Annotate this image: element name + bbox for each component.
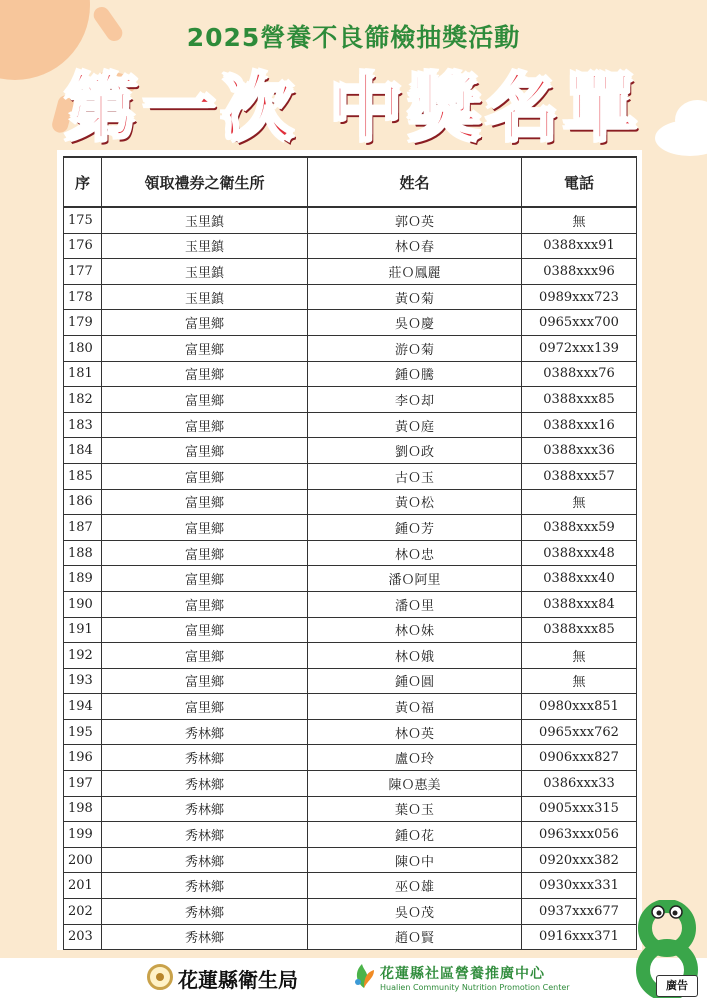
- row-name: 陳Ｏ中: [308, 847, 522, 873]
- row-name: 吳Ｏ茂: [308, 899, 522, 925]
- row-station: 玉里鎮: [102, 207, 308, 233]
- table-row: [64, 438, 637, 464]
- row-name: 葉Ｏ玉: [308, 796, 522, 822]
- row-name: 黃Ｏ菊: [308, 284, 522, 310]
- event-subtitle: 2025營養不良篩檢抽獎活動: [186, 23, 521, 52]
- row-name: 莊Ｏ鳳麗: [308, 259, 522, 285]
- row-seq: 188: [64, 540, 102, 566]
- row-seq: 195: [64, 719, 102, 745]
- table-row: [64, 233, 637, 259]
- table-row: [64, 489, 637, 515]
- table-row: [64, 899, 637, 925]
- row-station: 富里鄉: [102, 566, 308, 592]
- row-seq: 189: [64, 566, 102, 592]
- row-phone: 0388xxx40: [522, 566, 637, 592]
- table-row: [64, 412, 637, 438]
- row-phone: 0905xxx315: [522, 796, 637, 822]
- row-name: 鍾Ｏ騰: [308, 361, 522, 387]
- row-station: 富里鄉: [102, 310, 308, 336]
- row-name: 陳Ｏ惠美: [308, 771, 522, 797]
- row-station: 玉里鎮: [102, 233, 308, 259]
- row-name: 鍾Ｏ芳: [308, 515, 522, 541]
- row-phone: 0980xxx851: [522, 694, 637, 720]
- table-row: [64, 745, 637, 771]
- row-station: 富里鄉: [102, 668, 308, 694]
- row-phone: 0388xxx85: [522, 387, 637, 413]
- row-station: 富里鄉: [102, 617, 308, 643]
- row-phone: 0930xxx331: [522, 873, 637, 899]
- row-station: 秀林鄉: [102, 924, 308, 950]
- row-station: 秀林鄉: [102, 822, 308, 848]
- table-row: [64, 771, 637, 797]
- row-name: 趙Ｏ賢: [308, 924, 522, 950]
- table-row: [64, 310, 637, 336]
- row-station: 秀林鄉: [102, 847, 308, 873]
- row-phone: 0965xxx762: [522, 719, 637, 745]
- row-phone: 0972xxx139: [522, 335, 637, 361]
- table-row: [64, 822, 637, 848]
- table-row: [64, 335, 637, 361]
- table-row: [64, 694, 637, 720]
- row-station: 玉里鎮: [102, 259, 308, 285]
- row-name: 李Ｏ却: [308, 387, 522, 413]
- row-seq: 201: [64, 873, 102, 899]
- row-station: 富里鄉: [102, 489, 308, 515]
- row-station: 秀林鄉: [102, 796, 308, 822]
- row-seq: 190: [64, 591, 102, 617]
- row-name: 巫Ｏ雄: [308, 873, 522, 899]
- winner-table: [63, 156, 637, 950]
- row-station: 富里鄉: [102, 335, 308, 361]
- row-name: 盧Ｏ玲: [308, 745, 522, 771]
- row-station: 富里鄉: [102, 463, 308, 489]
- row-phone: 0388xxx59: [522, 515, 637, 541]
- row-station: 富里鄉: [102, 438, 308, 464]
- row-phone: 0920xxx382: [522, 847, 637, 873]
- table-row: [64, 924, 637, 950]
- page-title: 第一次 中獎名單: [64, 66, 643, 150]
- leaf-logo-icon: [352, 962, 376, 990]
- row-name: 潘Ｏ里: [308, 591, 522, 617]
- row-seq: 203: [64, 924, 102, 950]
- row-name: 古Ｏ玉: [308, 463, 522, 489]
- table-row: [64, 515, 637, 541]
- row-name: 林Ｏ英: [308, 719, 522, 745]
- row-phone: 0963xxx056: [522, 822, 637, 848]
- row-phone: 0388xxx16: [522, 412, 637, 438]
- row-name: 鍾Ｏ花: [308, 822, 522, 848]
- table-row: [64, 719, 637, 745]
- table-row: [64, 387, 637, 413]
- row-phone: 無: [522, 207, 637, 233]
- row-phone: 0386xxx33: [522, 771, 637, 797]
- row-phone: 0388xxx84: [522, 591, 637, 617]
- row-phone: 無: [522, 668, 637, 694]
- row-station: 富里鄉: [102, 643, 308, 669]
- row-station: 富里鄉: [102, 412, 308, 438]
- row-station: 秀林鄉: [102, 745, 308, 771]
- table-row: [64, 540, 637, 566]
- row-phone: 無: [522, 489, 637, 515]
- column-header-station: 領取禮券之衛生所: [102, 157, 308, 207]
- row-seq: 176: [64, 233, 102, 259]
- column-header-name: 姓名: [308, 157, 522, 207]
- row-station: 玉里鎮: [102, 284, 308, 310]
- row-seq: 179: [64, 310, 102, 336]
- row-name: 黃Ｏ庭: [308, 412, 522, 438]
- row-station: 秀林鄉: [102, 719, 308, 745]
- row-seq: 196: [64, 745, 102, 771]
- health-bureau-name: 花蓮縣衛生局: [178, 968, 298, 992]
- row-seq: 193: [64, 668, 102, 694]
- table-row: [64, 668, 637, 694]
- table-row: [64, 643, 637, 669]
- row-name: 黃Ｏ福: [308, 694, 522, 720]
- row-phone: 0388xxx57: [522, 463, 637, 489]
- row-seq: 184: [64, 438, 102, 464]
- row-seq: 185: [64, 463, 102, 489]
- winner-list-sheet: [57, 150, 642, 950]
- table-row: [64, 361, 637, 387]
- row-seq: 175: [64, 207, 102, 233]
- table-row: [64, 847, 637, 873]
- table-row: [64, 284, 637, 310]
- row-seq: 194: [64, 694, 102, 720]
- row-station: 秀林鄉: [102, 771, 308, 797]
- row-name: 林Ｏ忠: [308, 540, 522, 566]
- row-seq: 191: [64, 617, 102, 643]
- row-phone: 0965xxx700: [522, 310, 637, 336]
- row-station: 秀林鄉: [102, 899, 308, 925]
- row-station: 秀林鄉: [102, 873, 308, 899]
- row-phone: 0937xxx677: [522, 899, 637, 925]
- nutrition-center-english: Hualien Community Nutrition Promotion Center: [380, 983, 570, 992]
- table-header-row: [64, 157, 637, 207]
- row-name: 劉Ｏ政: [308, 438, 522, 464]
- row-seq: 183: [64, 412, 102, 438]
- row-phone: 0906xxx827: [522, 745, 637, 771]
- row-name: 鍾Ｏ圓: [308, 668, 522, 694]
- row-phone: 0916xxx371: [522, 924, 637, 950]
- row-phone: 0388xxx85: [522, 617, 637, 643]
- row-seq: 187: [64, 515, 102, 541]
- row-seq: 198: [64, 796, 102, 822]
- row-phone: 0388xxx96: [522, 259, 637, 285]
- row-seq: 202: [64, 899, 102, 925]
- row-phone: 0388xxx91: [522, 233, 637, 259]
- row-name: 黃Ｏ松: [308, 489, 522, 515]
- table-row: [64, 207, 637, 233]
- row-seq: 182: [64, 387, 102, 413]
- row-station: 富里鄉: [102, 515, 308, 541]
- county-emblem-icon: [147, 964, 173, 990]
- row-station: 富里鄉: [102, 591, 308, 617]
- table-row: [64, 259, 637, 285]
- row-name: 郭Ｏ英: [308, 207, 522, 233]
- row-seq: 199: [64, 822, 102, 848]
- row-phone: 0989xxx723: [522, 284, 637, 310]
- table-row: [64, 796, 637, 822]
- row-name: 林Ｏ娥: [308, 643, 522, 669]
- row-name: 吳Ｏ慶: [308, 310, 522, 336]
- table-row: [64, 873, 637, 899]
- row-name: 游Ｏ菊: [308, 335, 522, 361]
- row-phone: 0388xxx36: [522, 438, 637, 464]
- ad-label-badge: 廣告: [656, 975, 698, 997]
- row-station: 富里鄉: [102, 361, 308, 387]
- row-phone: 無: [522, 643, 637, 669]
- row-phone: 0388xxx76: [522, 361, 637, 387]
- row-station: 富里鄉: [102, 540, 308, 566]
- row-seq: 192: [64, 643, 102, 669]
- row-seq: 200: [64, 847, 102, 873]
- row-seq: 181: [64, 361, 102, 387]
- row-seq: 186: [64, 489, 102, 515]
- table-row: [64, 591, 637, 617]
- row-name: 林Ｏ春: [308, 233, 522, 259]
- row-name: 潘Ｏ阿里: [308, 566, 522, 592]
- row-seq: 197: [64, 771, 102, 797]
- row-station: 富里鄉: [102, 694, 308, 720]
- row-seq: 178: [64, 284, 102, 310]
- row-name: 林Ｏ妹: [308, 617, 522, 643]
- column-header-phone: 電話: [522, 157, 637, 207]
- row-station: 富里鄉: [102, 387, 308, 413]
- table-row: [64, 463, 637, 489]
- table-row: [64, 566, 637, 592]
- row-seq: 177: [64, 259, 102, 285]
- row-phone: 0388xxx48: [522, 540, 637, 566]
- row-seq: 180: [64, 335, 102, 361]
- column-header-seq: 序: [64, 157, 102, 207]
- nutrition-center-name: 花蓮縣社區營養推廣中心: [380, 966, 545, 982]
- table-row: [64, 617, 637, 643]
